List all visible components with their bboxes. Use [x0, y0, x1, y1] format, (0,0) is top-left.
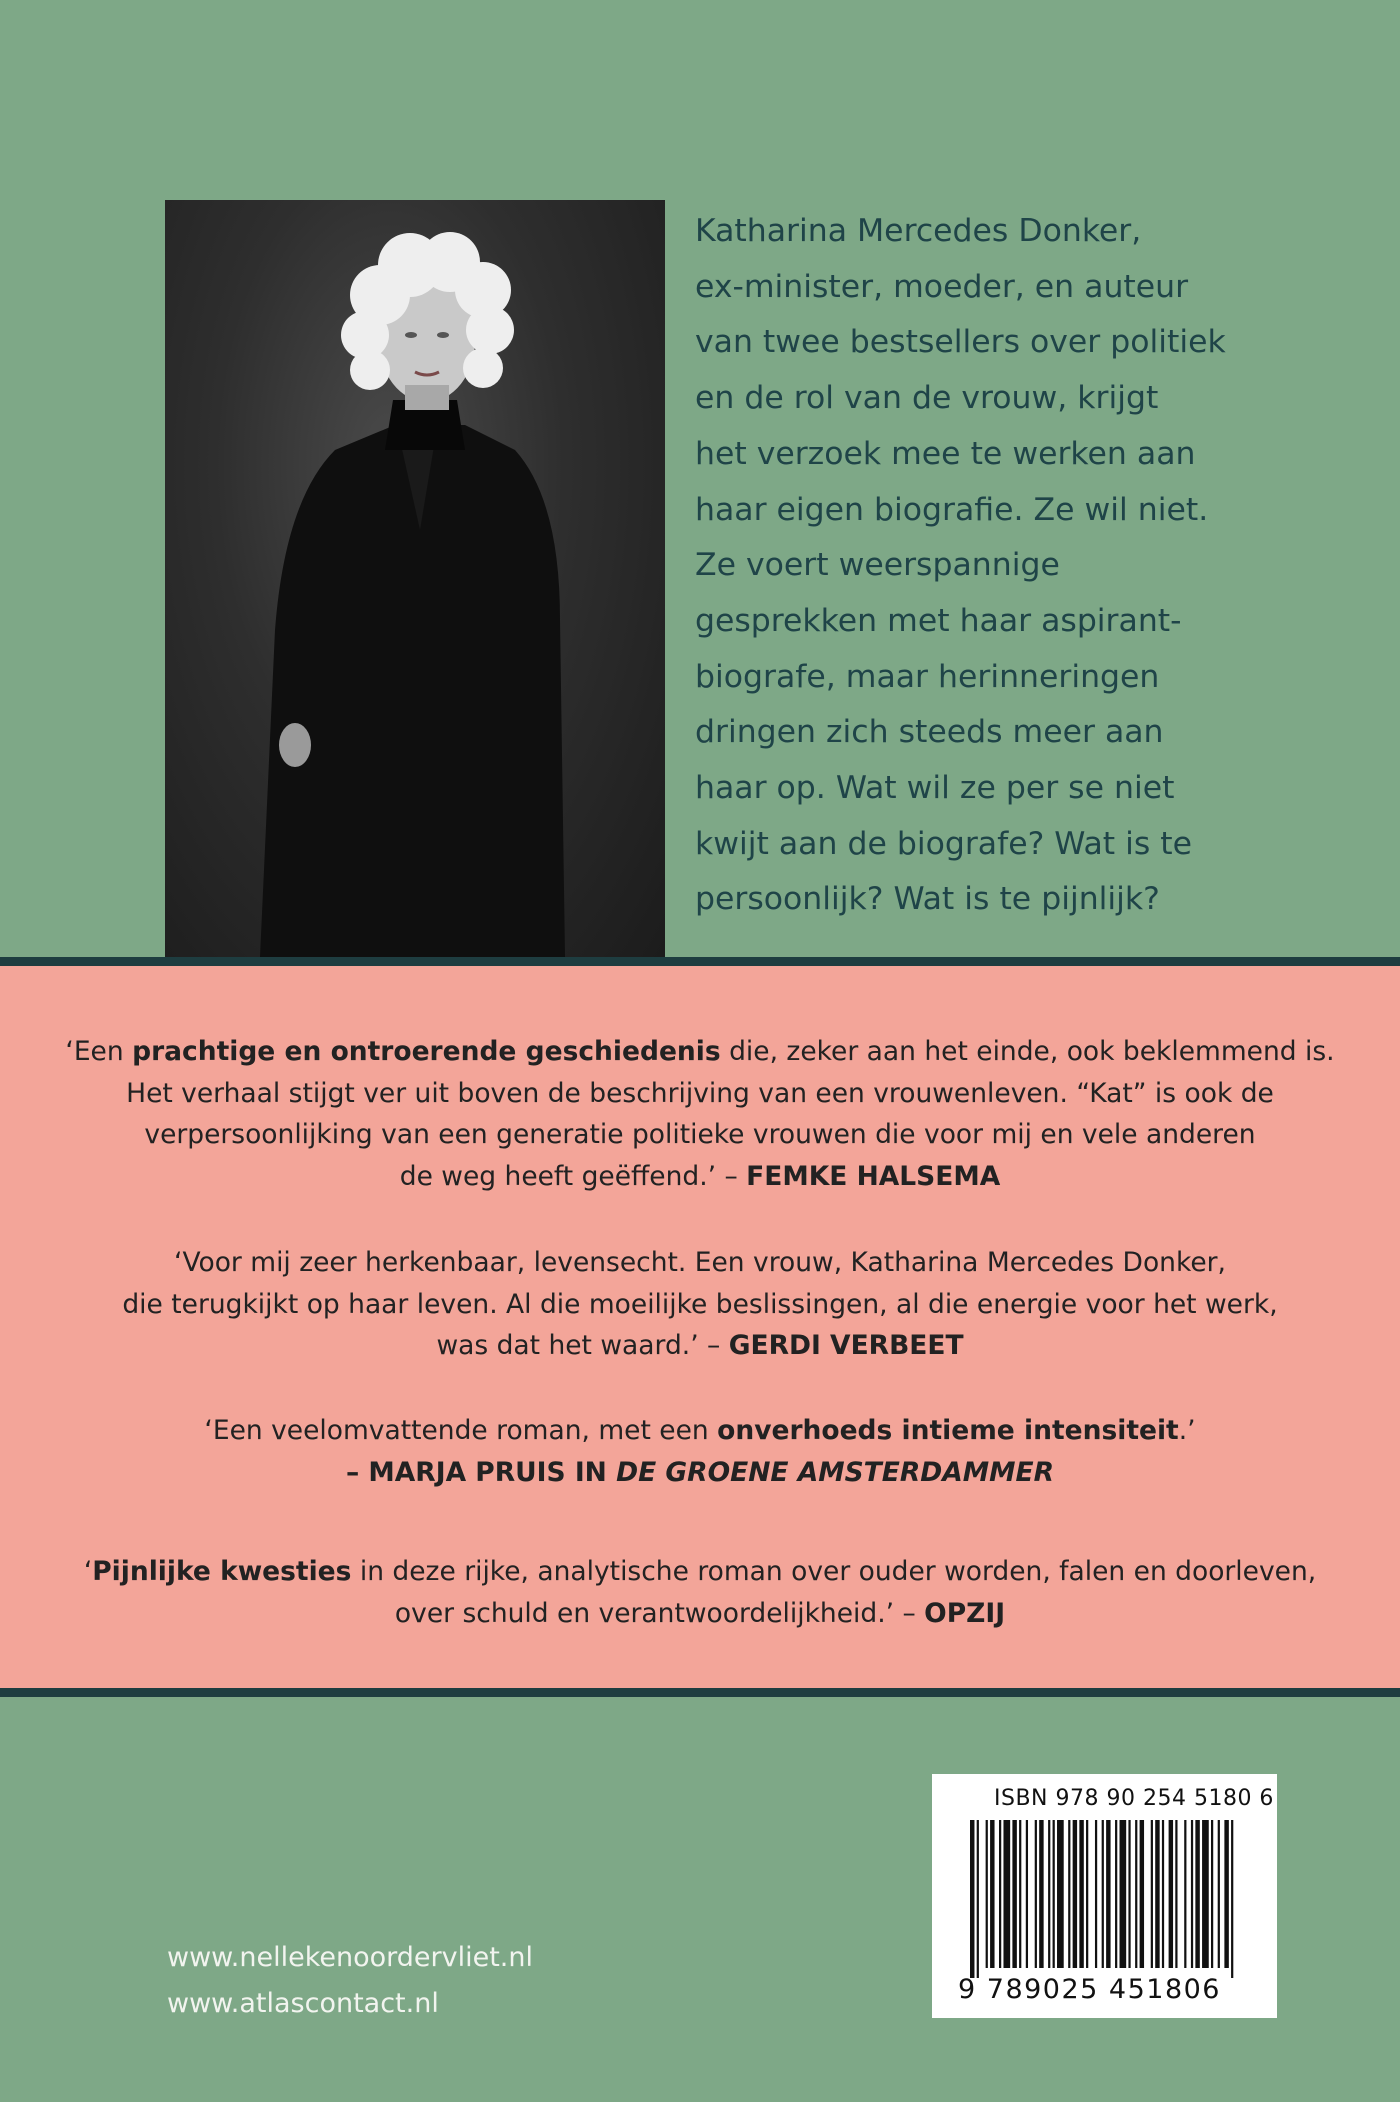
barcode-bar [1026, 1820, 1028, 1968]
review-quote-pruis [0, 1410, 1400, 1493]
barcode-bar [1053, 1820, 1055, 1968]
quote-text: ‘ [83, 1556, 93, 1587]
quote-text: ‘Voor mij zeer herkenbaar, levensecht. Een vrouw, Katharina Mercedes Donker, die terugkijkt op haar leven. Al die moeilijke beslissingen, al die energie voor het werk, was dat het waard.’ – [122, 1247, 1278, 1361]
barcode-bar [1095, 1820, 1097, 1968]
barcode-bar [1155, 1820, 1159, 1968]
barcode-bar [1102, 1820, 1104, 1968]
barcode-bar [1140, 1820, 1144, 1968]
barcode-bar [1048, 1820, 1050, 1968]
barcode-bar [1135, 1820, 1137, 1968]
quote-text: in deze rijke, analytische roman over ouder worden, falen en doorleven, over schuld en verantwoordelijkheid.’ – [359, 1556, 1317, 1629]
quote-source: GERDI VERBEET [728, 1330, 964, 1361]
author-website-link[interactable]: www.nellekenoordervliet.nl [167, 1942, 533, 1973]
barcode-bar [1162, 1820, 1164, 1968]
quote-text: die, zeker aan het einde, ook beklemmend is. Het verhaal stijgt ver uit boven de beschrijving van een vrouwenleven. “Kat” is ook de verpersoonlijking van een generatie politieke vrouwen die voor mij en vele anderen de weg heeft geëffend.’ – [126, 1036, 1335, 1192]
barcode-bar [1128, 1820, 1130, 1968]
barcode-bar [999, 1820, 1001, 1968]
barcode-bar [1151, 1820, 1153, 1968]
barcode-bar [1035, 1820, 1037, 1968]
divider-bottom [0, 1688, 1400, 1697]
barcode-bar [986, 1820, 988, 1968]
website-links [167, 1935, 533, 2027]
barcode-bar [1169, 1820, 1173, 1968]
barcode-bar [1191, 1820, 1193, 1968]
barcode-bar [1039, 1820, 1043, 1968]
barcode-bar [1195, 1820, 1199, 1968]
quote-source-publication: DE GROENE AMSTERDAMMER [616, 1456, 1055, 1488]
barcode-bar [1184, 1820, 1186, 1968]
author-portrait-illustration [165, 200, 665, 957]
ean-digits: 9 789025 451806 [958, 1974, 1221, 2005]
barcode-bar [1202, 1820, 1209, 1968]
barcode-bar [1057, 1820, 1064, 1968]
quote-source: OPZIJ [924, 1597, 1006, 1629]
barcode-bar [1079, 1820, 1083, 1968]
barcode-bar [1175, 1820, 1177, 1968]
isbn-label: ISBN 978 90 254 5180 6 [994, 1786, 1274, 1811]
barcode-bar [1086, 1820, 1088, 1968]
barcode-bar [977, 1820, 979, 1978]
barcode-bar [970, 1820, 974, 1978]
review-quotes-section [0, 966, 1400, 1688]
review-quote-halsema [0, 1031, 1400, 1197]
barcode-bar [1073, 1820, 1077, 1968]
divider-top [0, 957, 1400, 966]
barcode-bar [1003, 1820, 1010, 1968]
quote-text: ‘Een veelomvattende roman, met een [204, 1415, 718, 1446]
isbn-barcode [932, 1774, 1277, 2018]
barcode-bar [1019, 1820, 1021, 1968]
barcode-bar [1218, 1820, 1220, 1968]
quote-text: ‘Een [65, 1036, 133, 1067]
barcode-bar [1231, 1820, 1233, 1978]
barcode-bar [1115, 1820, 1117, 1968]
barcode-bar [990, 1820, 994, 1968]
barcode-bar [1224, 1820, 1228, 1968]
quote-source: FEMKE HALSEMA [746, 1160, 1001, 1192]
book-blurb: Katharina Mercedes Donker, ex-minister, moeder, en auteur van twee bestsellers over politiek en de rol van de vrouw, krijgt het verzoek mee te werken aan haar eigen biografie. Ze wil niet. Ze voert weerspannige gesprekken met haar aspirant- biografe, maar herinneringen dringen zich steeds meer aan haar op. Wat wil ze per se niet kwijt aan de biografe? Wat is te persoonlijk? Wat is te pijnlijk? [695, 213, 1226, 918]
publisher-website-link[interactable]: www.atlascontact.nl [167, 1988, 439, 2019]
barcode-bars [970, 1820, 1240, 1978]
barcode-bar [1068, 1820, 1070, 1968]
barcode-bar [1120, 1820, 1127, 1968]
barcode-bar [1106, 1820, 1110, 1968]
top-section [0, 0, 1400, 957]
quote-source: – MARJA PRUIS IN [345, 1456, 617, 1488]
quote-text: .’ [1178, 1415, 1196, 1446]
barcode-bar [1012, 1820, 1016, 1968]
review-quote-opzij [0, 1551, 1400, 1634]
quote-highlight: prachtige en ontroerende geschiedenis [132, 1036, 721, 1067]
quote-highlight: Pijnlijke kwesties [92, 1556, 352, 1587]
review-quote-verbeet [0, 1242, 1400, 1367]
quote-highlight: onverhoeds intieme intensiteit [717, 1415, 1179, 1446]
barcode-bar [1211, 1820, 1213, 1968]
author-photo [165, 200, 665, 957]
